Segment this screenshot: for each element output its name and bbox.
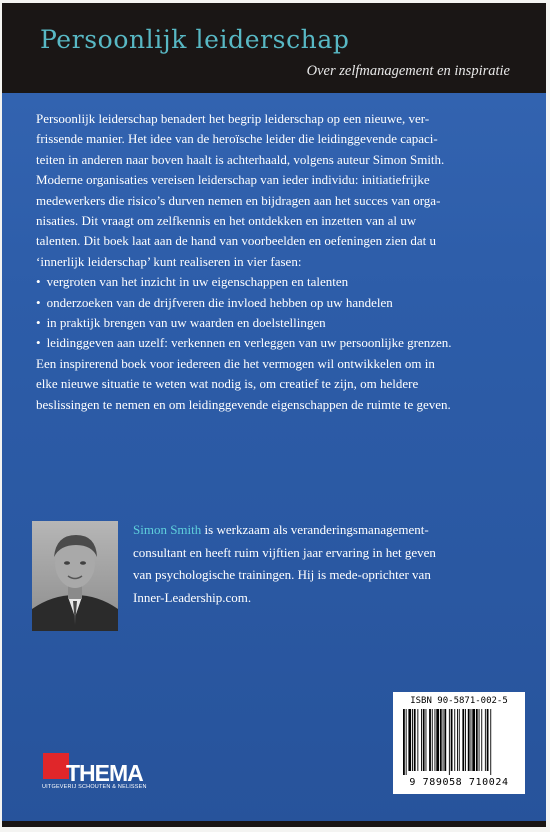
bio-line: [133, 519, 513, 542]
barcode-bar: [443, 709, 444, 771]
closing-line: Een inspirerend boek voor iedereen die het vermogen wil ontwikkelen om in: [36, 355, 435, 371]
phase-bullet: [36, 313, 526, 333]
barcode-bar: [490, 709, 491, 775]
bio-line: van psychologische trainingen. Hij is mede-oprichter van: [133, 567, 431, 583]
barcode-bar: [471, 709, 472, 771]
barcode-bar: [454, 709, 455, 771]
isbn-number: ISBN 90-5871-002-5: [410, 696, 508, 706]
barcode-digits: 9 789058 710024: [409, 777, 509, 788]
barcode-bar: [426, 709, 427, 771]
barcode-bar: [417, 709, 418, 771]
phase-bullet: [36, 272, 526, 292]
barcode-bar: [451, 709, 453, 771]
barcode-bar: [432, 709, 433, 771]
publisher-tagline: UITGEVERIJ SCHOUTEN & NELISSEN: [42, 784, 147, 790]
author-photo: [32, 521, 118, 631]
author-portrait-icon: [32, 521, 118, 631]
barcode-bar: [429, 709, 431, 771]
description-line: talenten. Dit boek laat aan de hand van voorbeelden en oefeningen zien dat u: [36, 233, 436, 249]
barcode-bar: [406, 709, 407, 775]
header-band: [2, 3, 546, 93]
barcode-icon: [403, 709, 515, 775]
phase-text: leidinggeven aan uzelf: verkennen en verleggen van uw persoonlijke grenzen.: [46, 335, 452, 351]
bottom-band: [2, 821, 546, 827]
barcode-bar: [423, 709, 425, 771]
barcode-bar: [403, 709, 405, 775]
book-back-cover: [2, 3, 546, 827]
barcode-bar: [487, 709, 489, 771]
description-line: Persoonlijk leiderschap benadert het begrip leiderschap op een nieuwe, ver-: [36, 111, 430, 126]
bio-line: Inner-Leadership.com.: [133, 589, 252, 605]
description: [36, 109, 526, 415]
phase-bullet: [36, 293, 526, 313]
barcode-bar: [421, 709, 422, 771]
author-bio: [133, 519, 513, 609]
barcode-bar: [449, 709, 450, 775]
barcode-bar: [459, 709, 460, 771]
barcode-bar: [462, 709, 464, 771]
barcode-bar: [465, 709, 466, 771]
barcode-bar: [472, 709, 475, 771]
closing-line: elke nieuwe situatie te weten wat nodig is, om creatief te zijn, om heldere: [36, 376, 419, 392]
description-line: ‘innerlijk leiderschap’ kunt realiseren in vier fasen:: [36, 253, 302, 269]
isbn-barcode: [393, 692, 525, 794]
barcode-bar: [457, 709, 458, 771]
book-title: Persoonlijk leiderschap: [40, 25, 350, 54]
bio-text: is werkzaam als veranderingsmanagement-: [201, 522, 429, 537]
barcode-bar: [485, 709, 486, 771]
barcode-bar: [444, 709, 446, 771]
barcode-bar: [408, 709, 411, 771]
barcode-bar: [440, 709, 442, 771]
publisher-logo: THEMA: [66, 760, 143, 786]
phase-bullet: [36, 333, 526, 353]
barcode-bar: [479, 709, 480, 771]
barcode-bar: [481, 709, 482, 771]
barcode-bar: [412, 709, 413, 771]
barcode-bar: [414, 709, 416, 771]
barcode-bar: [436, 709, 439, 771]
barcode-bar: [476, 709, 478, 771]
barcode-bar: [468, 709, 470, 771]
barcode-bar: [435, 709, 436, 771]
phase-text: in praktijk brengen van uw waarden en doelstellingen: [46, 315, 326, 331]
description-line: frissende manier. Het idee van de heroïsche leider die leidinggevende capaci-: [36, 131, 438, 147]
phase-text: onderzoeken van de drijfveren die invloed hebben op uw handelen: [46, 294, 393, 310]
author-name: Simon Smith: [133, 522, 202, 537]
description-line: medewerkers die risico’s durven nemen en bijdragen aan het succes van orga-: [36, 192, 441, 208]
phase-text: vergroten van het inzicht in uw eigenschappen en talenten: [46, 274, 349, 290]
description-line: nisaties. Dit vraagt om zelfkennis en het ontdekken en inzetten van al uw: [36, 213, 417, 229]
description-line: teiten in anderen naar boven haalt is achterhaald, volgens auteur Simon Smith.: [36, 151, 445, 167]
bio-line: consultant en heeft ruim vijftien jaar ervaring in het geven: [133, 544, 436, 560]
book-subtitle: Over zelfmanagement en inspiratie: [306, 63, 510, 79]
description-line: Moderne organisaties vereisen leiderschap van ieder individu: initiatiefrijke: [36, 172, 430, 188]
closing-line: beslissingen te nemen en om leidinggevende eigenschappen de ruimte te geven.: [36, 396, 451, 412]
